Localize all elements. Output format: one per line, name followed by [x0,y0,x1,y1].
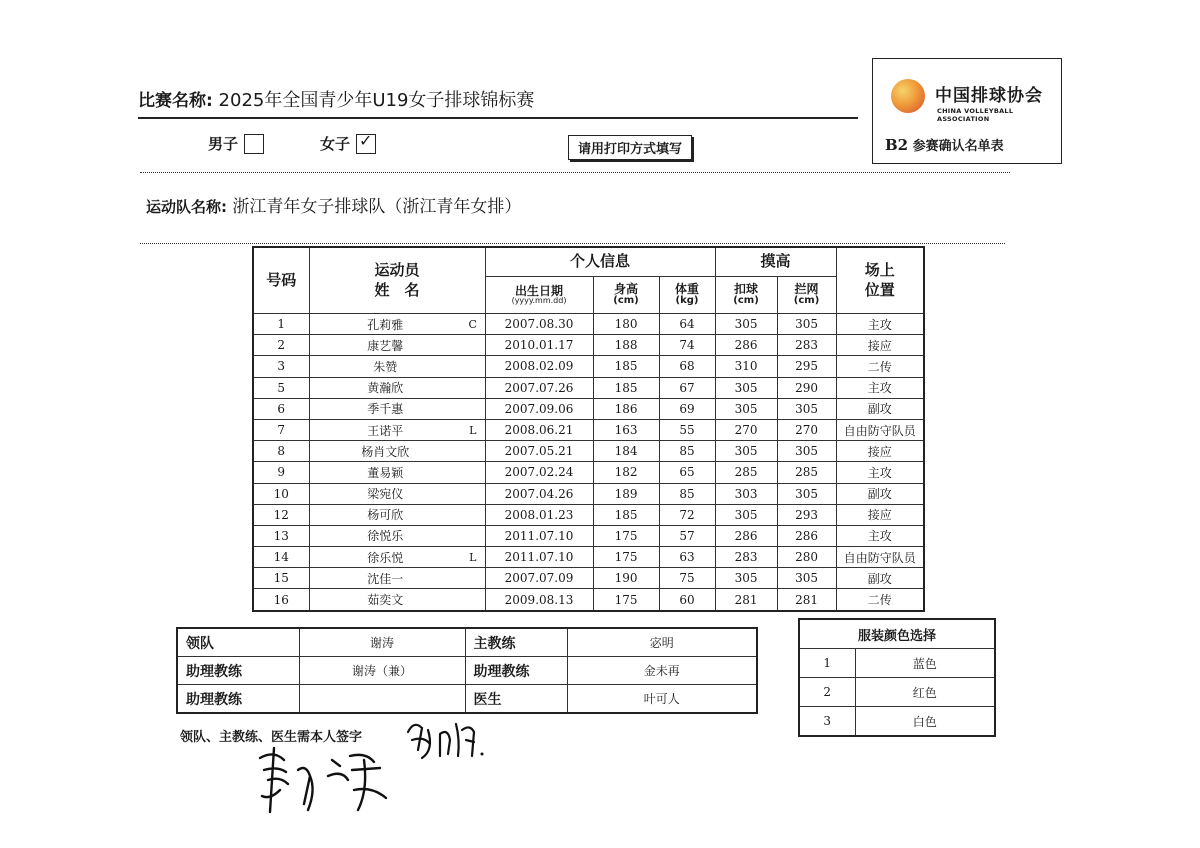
player-weight: 85 [659,441,715,462]
player-position: 主攻 [836,314,924,335]
player-birth: 2007.08.30 [485,314,593,335]
assistant-coach-value [299,685,465,714]
uniform-option-color: 蓝色 [855,649,995,678]
player-position: 二传 [836,356,924,377]
player-weight: 60 [659,589,715,611]
player-spike-reach: 281 [715,589,777,611]
dotted-divider [140,243,1005,244]
competition-name: 2025年全国青少年U19女子排球锦标赛 [218,90,535,111]
assistant-coach-value: 谢涛（兼） [299,657,465,685]
player-height: 185 [593,356,659,377]
table-row [799,678,995,707]
header-athlete-bottom: 姓 名 [374,280,420,299]
table-row [177,628,757,657]
table-row [253,589,924,611]
table-row [253,525,924,546]
player-block-reach: 290 [777,377,836,398]
player-birth: 2007.07.09 [485,568,593,589]
player-weight: 63 [659,547,715,568]
competition-line [138,86,534,112]
player-block-reach: 283 [777,335,836,356]
table-row [799,649,995,678]
player-name: 王诺平 [309,419,461,440]
player-birth: 2007.02.24 [485,462,593,483]
player-spike-reach: 305 [715,398,777,419]
table-row [177,657,757,685]
form-code: B2 [885,136,909,154]
player-number: 10 [253,483,309,504]
player-birth: 2010.01.17 [485,335,593,356]
player-birth: 2011.07.10 [485,547,593,568]
uniform-option-number: 3 [799,707,855,737]
player-weight: 75 [659,568,715,589]
player-height: 185 [593,377,659,398]
player-position: 自由防守队员 [836,547,924,568]
competition-underline [138,117,858,119]
doctor-value: 叶可人 [567,685,757,714]
player-spike-reach: 305 [715,504,777,525]
player-birth: 2007.04.26 [485,483,593,504]
header-athlete-top: 运动员 [374,260,420,279]
player-weight: 55 [659,419,715,440]
player-block-reach: 285 [777,462,836,483]
assistant-coach-label [465,657,567,685]
header-position-top: 场上 [864,260,895,279]
player-number: 13 [253,525,309,546]
uniform-color-table [798,618,996,737]
player-role-mark [461,377,485,398]
player-height: 182 [593,462,659,483]
player-role-mark [461,589,485,611]
player-height: 184 [593,441,659,462]
header-spike-unit: (cm) [733,295,759,307]
player-number: 8 [253,441,309,462]
header-spike-label: 扣球 [734,282,759,297]
player-number: 16 [253,589,309,611]
player-block-reach: 305 [777,483,836,504]
player-height: 185 [593,504,659,525]
player-spike-reach: 283 [715,547,777,568]
staff-table [176,627,758,714]
header-athlete [309,247,485,314]
table-row [253,547,924,568]
player-spike-reach: 286 [715,525,777,546]
player-height: 175 [593,525,659,546]
table-row [253,483,924,504]
player-weight: 74 [659,335,715,356]
team-line [146,192,521,217]
player-name: 茹奕文 [309,589,461,611]
player-name: 黄瀚欣 [309,377,461,398]
table-row [253,335,924,356]
player-name: 徐乐悦 [309,547,461,568]
player-block-reach: 286 [777,525,836,546]
uniform-option-number: 2 [799,678,855,707]
player-name: 杨肖文欣 [309,441,461,462]
header-birth-format: (yyyy.mm.dd) [511,296,567,306]
player-birth: 2011.07.10 [485,525,593,546]
header-weight-label: 体重 [675,282,700,297]
dotted-divider [140,172,1010,173]
header-birth-label: 出生日期 [515,283,564,298]
signature-scribble [400,710,510,770]
player-role-mark [461,568,485,589]
header-position [836,247,924,314]
player-position: 接应 [836,335,924,356]
table-row [799,707,995,737]
table-row [177,685,757,714]
team-label: 运动队名称: [146,198,227,216]
header-block-label: 拦网 [794,282,819,297]
player-height: 175 [593,589,659,611]
header-height-unit: (cm) [613,295,639,307]
player-birth: 2007.07.26 [485,377,593,398]
assistant-coach-label-text: 助理教练 [473,663,530,680]
player-role-mark [461,483,485,504]
uniform-option-number: 1 [799,649,855,678]
player-position: 主攻 [836,377,924,398]
player-weight: 64 [659,314,715,335]
table-row [799,619,995,649]
player-block-reach: 280 [777,547,836,568]
association-name-cn: 中国排球协会 [935,86,1043,106]
competition-label: 比赛名称: [138,91,213,111]
header-birth [485,277,593,314]
roster-table [252,246,925,612]
player-name: 季千惠 [309,398,461,419]
player-position: 接应 [836,504,924,525]
assistant-coach-value: 金未再 [567,657,757,685]
volleyball-logo-icon [891,79,925,113]
player-block-reach: 305 [777,314,836,335]
table-row [253,314,924,335]
gender-selection [208,130,376,154]
player-weight: 69 [659,398,715,419]
player-number: 9 [253,462,309,483]
table-row [253,504,924,525]
player-block-reach: 270 [777,419,836,440]
player-spike-reach: 286 [715,335,777,356]
player-block-reach: 293 [777,504,836,525]
header-position-bottom: 位置 [864,280,895,299]
player-name: 杨可欣 [309,504,461,525]
player-position: 副攻 [836,398,924,419]
player-spike-reach: 310 [715,356,777,377]
header-weight-unit: (kg) [675,295,699,307]
signature-scribble [250,740,400,820]
player-birth: 2009.08.13 [485,589,593,611]
player-position: 副攻 [836,568,924,589]
player-name: 董易颖 [309,462,461,483]
header-height-label: 身高 [614,282,639,297]
player-role-mark: C [461,314,485,335]
player-birth: 2007.09.06 [485,398,593,419]
female-checkbox[interactable] [356,130,376,154]
table-row [253,441,924,462]
player-position: 副攻 [836,483,924,504]
player-name: 孔莉雅 [309,314,461,335]
head-coach-label [465,628,567,657]
head-coach-value: 宓明 [567,628,757,657]
assistant-coach-label-text: 助理教练 [186,663,242,680]
player-block-reach: 305 [777,568,836,589]
uniform-option-color: 白色 [855,707,995,737]
doctor-label [465,685,567,714]
player-height: 189 [593,483,659,504]
player-position: 主攻 [836,462,924,483]
table-row [253,568,924,589]
table-row [253,356,924,377]
doctor-label-text: 医生 [473,691,502,708]
player-role-mark: L [461,547,485,568]
player-height: 186 [593,398,659,419]
header-block [777,277,836,314]
table-row [253,419,924,440]
uniform-title: 服装颜色选择 [799,619,995,649]
player-weight: 57 [659,525,715,546]
player-weight: 67 [659,377,715,398]
player-number: 12 [253,504,309,525]
player-height: 190 [593,568,659,589]
player-height: 163 [593,419,659,440]
player-position: 主攻 [836,525,924,546]
player-birth: 2008.01.23 [485,504,593,525]
player-weight: 72 [659,504,715,525]
header-weight [659,277,715,314]
player-name: 朱赞 [309,356,461,377]
player-block-reach: 305 [777,398,836,419]
player-number: 6 [253,398,309,419]
table-row [253,462,924,483]
player-number: 1 [253,314,309,335]
player-role-mark [461,525,485,546]
leader-label-text: 领队 [186,635,214,652]
player-spike-reach: 303 [715,483,777,504]
association-logo-box [872,58,1062,164]
player-block-reach: 281 [777,589,836,611]
uniform-option-color: 红色 [855,678,995,707]
player-weight: 68 [659,356,715,377]
male-label: 男子 [208,135,239,153]
assistant-coach-label [177,657,299,685]
table-row [253,398,924,419]
header-reach: 摸高 [715,247,836,277]
player-number: 14 [253,547,309,568]
signature-label: 领队、主教练、医生需本人签字 [180,730,363,745]
leader-label [177,628,299,657]
header-block-unit: (cm) [793,295,820,307]
player-name: 沈佳一 [309,568,461,589]
player-birth: 2008.06.21 [485,419,593,440]
male-checkbox[interactable] [244,134,264,154]
player-block-reach: 295 [777,356,836,377]
player-number: 7 [253,419,309,440]
player-name: 徐悦乐 [309,525,461,546]
player-position: 自由防守队员 [836,419,924,440]
header-number: 号码 [253,247,309,314]
player-position: 接应 [836,441,924,462]
player-height: 180 [593,314,659,335]
association-name-en: CHINA VOLLEYBALL ASSOCIATION [937,107,1014,123]
player-spike-reach: 285 [715,462,777,483]
player-spike-reach: 305 [715,568,777,589]
player-number: 2 [253,335,309,356]
leader-value: 谢涛 [299,628,465,657]
player-role-mark [461,356,485,377]
assistant-coach-label-text: 助理教练 [186,691,242,708]
player-role-mark [461,504,485,525]
player-spike-reach: 305 [715,377,777,398]
player-spike-reach: 270 [715,419,777,440]
player-height: 188 [593,335,659,356]
player-number: 15 [253,568,309,589]
player-number: 3 [253,356,309,377]
player-role-mark [461,335,485,356]
player-role-mark [461,462,485,483]
header-spike [715,277,777,314]
player-birth: 2007.05.21 [485,441,593,462]
form-title-text: 参赛确认名单表 [912,139,1004,154]
print-note: 请用打印方式填写 [568,135,692,160]
header-personal-info: 个人信息 [485,247,715,277]
player-number: 5 [253,377,309,398]
player-height: 175 [593,547,659,568]
player-name: 梁宛仪 [309,483,461,504]
player-block-reach: 305 [777,441,836,462]
player-spike-reach: 305 [715,314,777,335]
player-position: 二传 [836,589,924,611]
table-row [253,377,924,398]
checkmark-icon: ✓ [359,130,373,150]
team-name: 浙江青年女子排球队（浙江青年女排） [232,197,522,217]
player-weight: 85 [659,483,715,504]
player-weight: 65 [659,462,715,483]
female-label: 女子 [320,135,351,153]
player-role-mark [461,398,485,419]
player-name: 康艺馨 [309,335,461,356]
player-birth: 2008.02.09 [485,356,593,377]
roster-body [253,314,924,611]
header-height [593,277,659,314]
head-coach-label-text: 主教练 [473,635,516,652]
player-role-mark: L [461,419,485,440]
assistant-coach-label [177,685,299,714]
player-spike-reach: 305 [715,441,777,462]
player-role-mark [461,441,485,462]
form-title [885,135,1004,154]
